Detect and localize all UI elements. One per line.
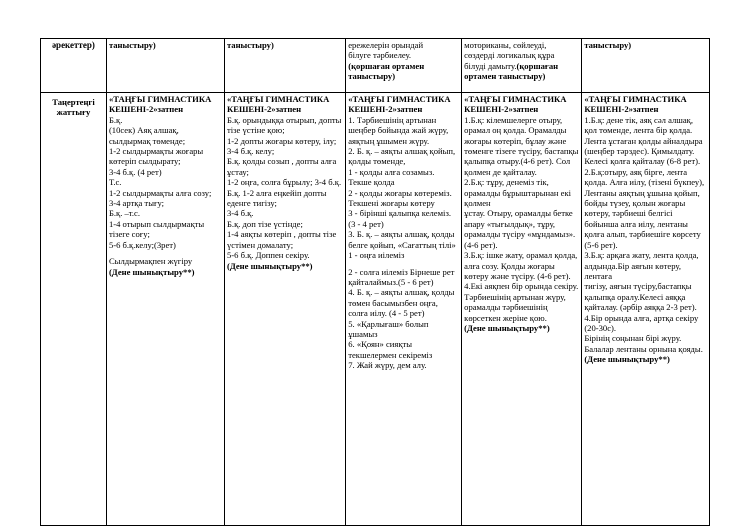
exercise-line: 1-4 отырып сылдырмақты тізеге соғу; [108, 218, 205, 240]
cell-text: таныстыру) [226, 40, 274, 50]
cell-text-bold: (қоршаған ортамен таныстыру) [464, 60, 559, 82]
cell-text: таныстыру) [108, 40, 156, 50]
exercise-line: Б.қ. [108, 114, 123, 125]
exercise-line: ұстау. Отыру, орамалды бетке апару «тығылдық», тұру, орамалды түсіру «мұндамыз». (4-6 рет). [464, 208, 576, 250]
exercise-line: тигізу, аяғын түсіру,бастапқы қалыпқа оралу.Келесі аяққа қайталау. (әрбір аяққа 2-3 рет). [584, 281, 697, 313]
table-row [41, 39, 710, 93]
cell-text: ережелерін орындай [348, 40, 424, 50]
table-cell [346, 39, 462, 93]
exercise-lines [464, 115, 579, 323]
exercise-line: 5-6 б.қ. Доппен секіру. [226, 250, 310, 261]
cell-text: моториканы, сөйлеуді, [464, 40, 547, 50]
row-label: Таңертеңгі жаттығу [52, 97, 95, 118]
subject-label: (Дене шынықтыру**) [108, 266, 195, 277]
exercise-line: 5-6 б.қ.келу;(3рет) [108, 239, 176, 250]
exercise-line: (10сек) Аяқ алшақ, сылдырмақ төменде; [108, 125, 186, 146]
exercise-line: 1-2 допты жоғары көтеру, ілу; [226, 135, 337, 146]
exercise-line: 7. Жай жүру, дем алу. [348, 360, 427, 371]
table-cell [582, 93, 710, 526]
exercise-line: 3-4 б.қ. [226, 208, 254, 219]
exercise-line: Тәрбиешінің артынан жүру, орамалды тәрбиешінің көрсеткен жеріне қою. [464, 291, 566, 323]
exercise-line: 1 - оңға иілеміз [348, 250, 405, 261]
exercise-line: Б.қ. 1-2 алға еңкейіп допты еденге тигізу; [226, 187, 327, 209]
exercise-line: 3-4 артқа тығу; [108, 198, 165, 209]
exercise-line: 6. «Қоян» сияқты текшелермен секіреміз [348, 339, 433, 360]
exercise-line: 2 - қолды жоғары көтереміз. Текшені жоғары көтеру [348, 187, 452, 209]
subject-label: (Дене шынықтыру**) [464, 322, 550, 333]
exercise-line: 2 - солға иілеміз Бірнеше рет қайталаймыз.(5 - 6 рет) [348, 266, 455, 287]
exercise-line: Б.қ. қолды созып , допты алға ұстау; [226, 156, 337, 177]
exercise-line: 1-4 аяқты көтеріп , допты тізе үстімен домалату; [226, 229, 337, 250]
exercise-line: 1-2 сылдырмақты алға созу; [108, 187, 212, 198]
exercise-line: Б.қ. орындыққа отырып, допты тізе үстіне қою; [226, 114, 342, 136]
exercise-line: 1-2 оңға, солға бұрылу; 3-4 б.қ. [226, 177, 342, 188]
exercise-line: 3.Б.қ: ішке жату, орамал қолда, алға созу. Қолды жоғары көтеру және түсіру. (4-6 рет). [464, 250, 578, 281]
exercise-lines [348, 267, 459, 371]
exercise-line: 2.Б.қ:отыру, аяқ бірге, лента қолда. Алға иілу, (тізені бүкпеу), [584, 166, 705, 188]
exercise-line: 1-2 сылдырмақты жоғары көтеріп сылдырату; [108, 146, 204, 167]
cell-text-bold: (қоршаған ортамен таныстыру) [348, 60, 425, 82]
cell-text: білуге тәрбиелеу. [348, 50, 412, 61]
exercise-line: 3. Б. қ. – аяқты алшақ, қолды белге қойып, «Сағаттың тілі» [348, 229, 456, 250]
exercise-line: 3-4 б.қ. (4 рет) [108, 166, 162, 177]
subject-label: (Дене шынықтыру**) [226, 260, 313, 271]
exercise-line: 3 - бірінші қалыпқа келеміз. (3 - 4 рет) [348, 208, 451, 229]
table-cell [582, 39, 710, 93]
exercise-title: «ТАҢҒЫ ГИМНАСТИКА КЕШЕНІ-2»затпен [348, 94, 451, 115]
cell-text: сөздерді логикалық құра [464, 50, 555, 61]
table-cell [106, 93, 224, 526]
exercise-line: 1.Б.қ: кілемшелерге отыру, орамал оң қолда. Орамалды жоғары көтеріп, бұлау және төменге тізеге түсіру, бастапқы қалыпқа отыру.(4-6 рет). Сол қолмен де қайталау. [464, 114, 579, 177]
exercise-lines [348, 115, 459, 261]
subject-label: (Дене шынықтыру**) [584, 354, 670, 365]
table-cell [462, 39, 582, 93]
exercise-line: 2.Б.қ: тұру, денеміз тік, орамалды бұрыштарынан екі қолмен [464, 177, 572, 209]
exercise-line: 1.Б.қ: дене тік, аяқ сәл алшақ, қол төменде, лента бір қолда. Лента ұстаған қолды айналдыра (шеңбер тәрздес). Қимылдату. Келесі қолға қайталау (6-8 рет). [584, 114, 703, 167]
row-label-cell [41, 93, 107, 526]
table-cell [224, 39, 345, 93]
cell-text: таныстыру) [584, 40, 632, 50]
table-cell [346, 93, 462, 526]
cell-text: әрекеттер) [52, 40, 95, 50]
exercise-line: 5. «Қарлығаш» болып ұшамыз [348, 318, 429, 339]
exercise-line: 3-4 б.қ. келу; [226, 146, 275, 157]
exercise-title: «ТАҢҒЫ ГИМНАСТИКА КЕШЕНІ-2»затпен [226, 94, 330, 115]
cell-text: Сылдырмақпен жүгіру [108, 256, 193, 267]
exercise-line: Б.қ. –т.с. [108, 208, 141, 219]
table-cell [224, 93, 345, 526]
exercise-line: 1. Тәрбиешінің артынан шеңбер бойында жай жүру, аяқтың ұшымен жүру. [348, 114, 449, 146]
schedule-table [40, 38, 710, 526]
exercise-line: Лентаны аяқтың ұшына қойып, бойды түзеу, қолын жоғары көтеру, тәрбиеші белгісі бойынша алға иілу, лентаны қолға алып, тәрбиешіге көрсету (5-6 рет). [584, 187, 701, 250]
exercise-line: 4. Б. қ. – аяқты алшақ, қолды төмен басымызбен оңға, солға иілу. (4 - 5 рет) [348, 287, 455, 319]
cell-text: білуді дамыту. [464, 60, 517, 71]
table-cell [462, 93, 582, 526]
exercise-title: «ТАҢҒЫ ГИМНАСТИКА КЕШЕНІ-2»затпен [464, 94, 567, 115]
exercise-line: Б.қ. доп тізе үстінде; [226, 218, 303, 229]
exercise-lines [584, 115, 707, 354]
exercise-line: 1 - қолды алға созамыз. Текше қолда [348, 166, 435, 188]
exercise-line: Т.с. [108, 177, 122, 188]
activity-type-cell [41, 39, 107, 93]
exercise-line: 4.Екі аяқпен бір орында секіру. [464, 281, 579, 292]
exercise-lines [109, 115, 222, 250]
table-row [41, 93, 710, 526]
exercise-line: Бірінің соңынан бірі жүру. Балалар лентаны орнына қояды. [584, 333, 703, 354]
exercise-line: 4.Бір орында алға, артқа секіру (20-30с). [584, 312, 699, 333]
exercise-line: 3.Б.қ: арқаға жату, лента қолда, алдында.Бір аяғын көтеру, лентаға [584, 250, 699, 281]
table-cell [106, 39, 224, 93]
exercise-title: «ТАҢҒЫ ГИМНАСТИКА КЕШЕНІ-2»затпен [584, 94, 687, 115]
exercise-lines [227, 115, 343, 261]
exercise-title: «ТАҢҒЫ ГИМНАСТИКА КЕШЕНІ-2»затпен [108, 94, 212, 115]
exercise-line: 2. Б. қ. – аяқты алшақ қойып, қолды төменде, [348, 146, 456, 167]
